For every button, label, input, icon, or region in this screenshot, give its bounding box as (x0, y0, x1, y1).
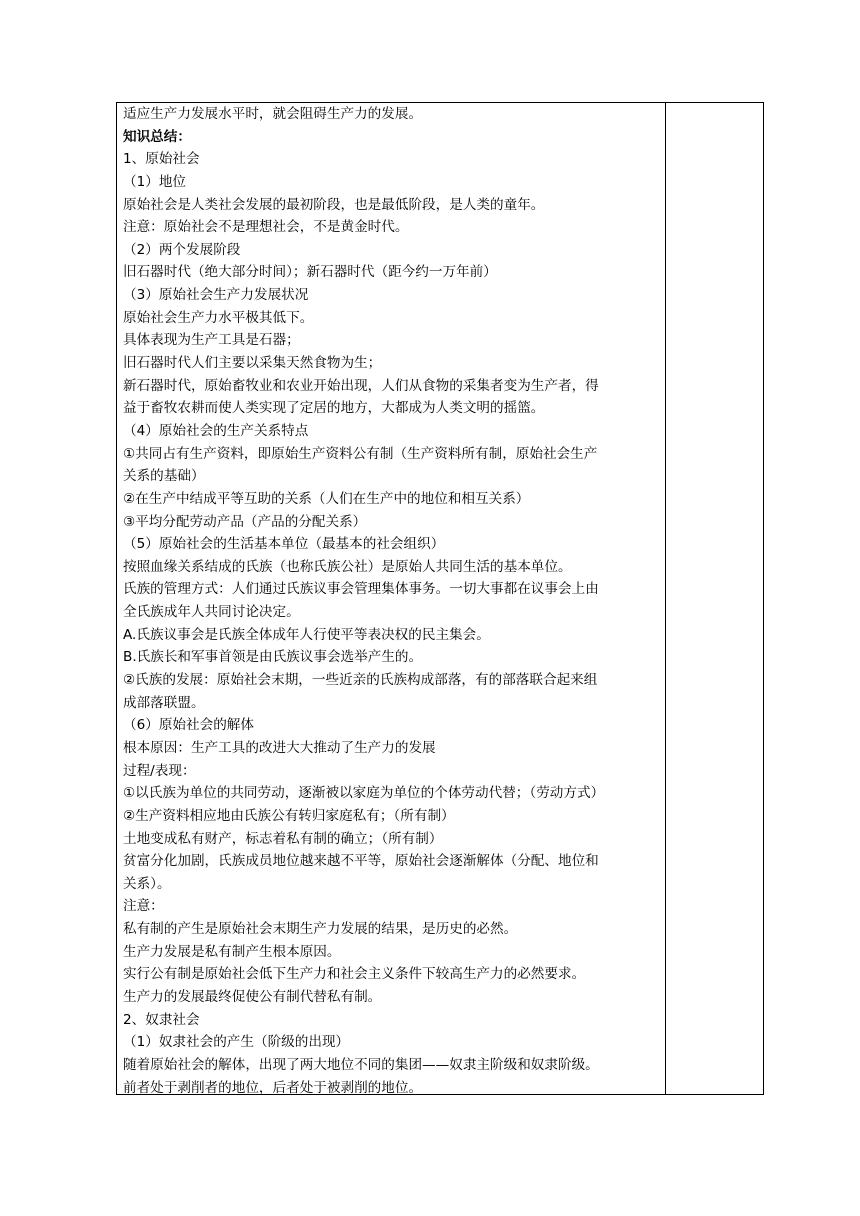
column-divider (665, 103, 666, 1094)
text-line: 生产力发展是私有制产生根本原因。 (123, 943, 341, 960)
text-line: 1、原始社会 (123, 151, 200, 168)
text-line: A.氏族议事会是氏族全体成年人行使平等表决权的民主集会。 (123, 626, 490, 643)
text-line: 全氏族成年人共同讨论决定。 (123, 604, 300, 621)
text-line: 原始社会是人类社会发展的最初阶段，也是最低阶段，是人类的童年。 (123, 196, 545, 213)
text-line: （1）奴隶社会的产生（阶级的出现） (123, 1034, 350, 1051)
text-line: 益于畜牧农耕而使人类实现了定居的地方，大都成为人类文明的摇篮。 (123, 400, 545, 417)
text-line: B.氏族长和军事首领是由氏族议事会选举产生的。 (123, 649, 423, 666)
text-line: 按照血缘关系结成的氏族（也称氏族公社）是原始人共同生活的基本单位。 (123, 558, 572, 575)
text-line: 注意： (123, 898, 164, 915)
text-line: 适应生产力发展水平时，就会阻碍生产力的发展。 (123, 106, 423, 122)
text-line: 贫富分化加剧，氏族成员地位越来越不平等，原始社会逐渐解体（分配、地位和 (123, 853, 599, 870)
text-line: 实行公有制是原始社会低下生产力和社会主义条件下较高生产力的必然要求。 (123, 966, 586, 983)
text-line: 新石器时代，原始畜牧业和农业开始出现，人们从食物的采集者变为生产者，得 (123, 377, 599, 394)
text-line: 过程/表现： (123, 762, 196, 779)
content-table (116, 102, 764, 1095)
text-line: ①共同占有生产资料，即原始生产资料公有制（生产资料所有制，原始社会生产 (123, 445, 598, 462)
text-line: （2）两个发展阶段 (123, 241, 241, 258)
text-line: 氏族的管理方式：人们通过氏族议事会管理集体事务。一切大事都在议事会上由 (123, 581, 599, 598)
section-heading: 知识总结： (123, 128, 191, 145)
text-line: （6）原始社会的解体 (123, 717, 254, 734)
text-line: 原始社会生产力水平极其低下。 (123, 309, 314, 326)
text-line: （4）原始社会的生产关系特点 (123, 422, 309, 439)
text-line: ②在生产中结成平等互助的关系（人们在生产中的地位和相互关系） (123, 490, 530, 507)
main-cell (123, 103, 661, 1099)
text-line: 旧石器时代（绝大部分时间）；新石器时代（距今约一万年前） (123, 264, 497, 281)
text-line: 生产力的发展最终促使公有制代替私有制。 (123, 988, 382, 1005)
text-line: ③平均分配劳动产品（产品的分配关系） (123, 513, 367, 530)
text-line: 随着原始社会的解体，出现了两大地位不同的集团——奴隶主阶级和奴隶阶级。 (123, 1056, 599, 1073)
text-line: 关系）。 (123, 875, 171, 892)
text-line: ①以氏族为单位的共同劳动，逐渐被以家庭为单位的个体劳动代替；（劳动方式） (123, 785, 605, 802)
text-line: 前者处于剥削者的地位，后者处于被剥削的地位。 (123, 1079, 423, 1096)
text-line: 具体表现为生产工具是石器； (123, 332, 300, 349)
text-line: （1）地位 (123, 173, 187, 190)
text-line: 2、奴隶社会 (123, 1011, 200, 1028)
text-line: 土地变成私有财产，标志着私有制的确立；（所有制） (123, 830, 443, 847)
text-line: ②生产资料相应地由氏族公有转归家庭私有；（所有制） (123, 807, 455, 824)
text-line: 成部落联盟。 (123, 694, 205, 711)
text-line: ②氏族的发展：原始社会末期，一些近亲的氏族构成部落，有的部落联合起来组 (123, 672, 598, 689)
text-line: （5）原始社会的生活基本单位（最基本的社会组织） (123, 536, 445, 553)
text-line: 根本原因：生产工具的改进大大推动了生产力的发展 (123, 739, 436, 756)
text-line: 注意：原始社会不是理想社会，不是黄金时代。 (123, 219, 409, 236)
text-line: 私有制的产生是原始社会末期生产力发展的结果，是历史的必然。 (123, 921, 518, 938)
text-line: 旧石器时代人们主要以采集天然食物为生； (123, 355, 382, 372)
text-line: 关系的基础） (123, 468, 205, 485)
text-line: （3）原始社会生产力发展状况 (123, 287, 309, 304)
